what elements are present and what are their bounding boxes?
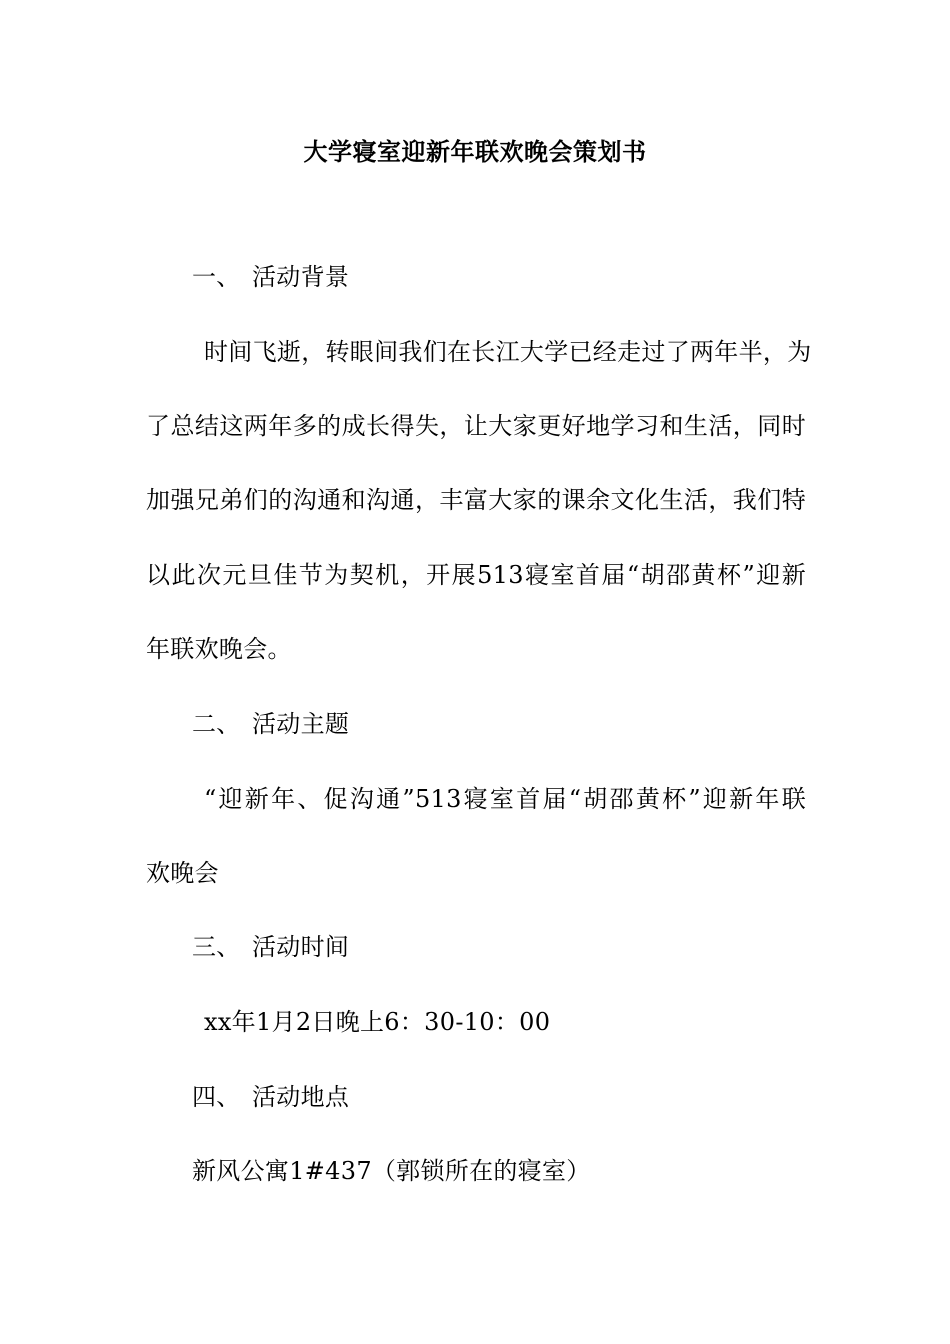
section-number: 三、 xyxy=(192,933,241,961)
paragraph-line: 加强兄弟们的沟通和沟通，丰富大家的课余文化生活，我们特 xyxy=(146,486,806,514)
section-heading-2 xyxy=(192,708,852,740)
section-heading-3 xyxy=(192,931,852,963)
section-number: 二、 xyxy=(192,710,241,738)
paragraph-line: 新风公寓1#437（郭锁所在的寝室） xyxy=(192,1157,591,1185)
section-heading-4 xyxy=(192,1081,852,1113)
paragraph-line: 时间飞逝，转眼间我们在长江大学已经走过了两年半，为 xyxy=(204,338,812,366)
section-heading-1 xyxy=(192,261,852,293)
paragraph-line: xx年1月2日晚上6：30-10：00 xyxy=(204,1008,551,1036)
paragraph-line: 以此次元旦佳节为契机，开展513寝室首届“胡邵黄杯”迎新 xyxy=(146,561,806,589)
section-title: 活动时间 xyxy=(252,933,350,961)
paragraph-line: 年联欢晚会。 xyxy=(146,635,292,663)
section-number: 一、 xyxy=(192,263,241,291)
section-title: 活动主题 xyxy=(252,710,350,738)
paragraph-line: 欢晚会 xyxy=(146,859,219,887)
section-number: 四、 xyxy=(192,1083,241,1111)
section-title: 活动背景 xyxy=(252,263,350,291)
section-title: 活动地点 xyxy=(252,1083,350,1111)
paragraph-line: 了总结这两年多的成长得失，让大家更好地学习和生活，同时 xyxy=(146,412,806,440)
paragraph-line: “迎新年、促沟通”513寝室首届“胡邵黄杯”迎新年联 xyxy=(204,785,806,813)
document-title: 大学寝室迎新年联欢晚会策划书 xyxy=(303,137,647,166)
